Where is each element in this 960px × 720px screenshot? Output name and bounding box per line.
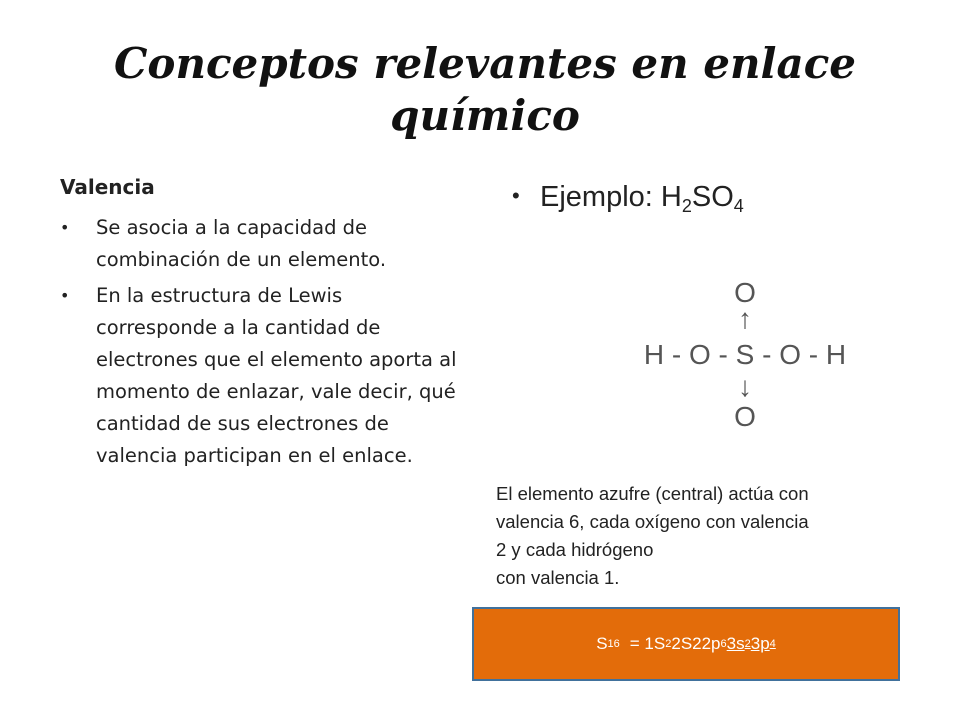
config-valence-part: 3p: [750, 634, 770, 653]
config-equals: = 1S: [629, 634, 666, 653]
description-line: 2 y cada hidrógeno: [496, 539, 654, 560]
formula-s: S: [691, 181, 712, 213]
valencia-bullet-list: [60, 212, 460, 472]
sulfur-description: [496, 480, 916, 592]
valencia-section: [60, 172, 460, 476]
lewis-top-oxygen: O: [734, 277, 756, 308]
description-line: con valencia 1.: [496, 567, 620, 588]
example-bullet: [512, 176, 744, 217]
bullet-icon: •: [60, 218, 70, 237]
slide-title: Conceptos relevantes en enlace químico: [114, 39, 856, 140]
up-arrow-icon: ↑: [738, 303, 752, 334]
lewis-structure: [632, 276, 872, 436]
formula-h: H: [660, 181, 682, 213]
lewis-structure-diagram: [632, 276, 872, 436]
bullet-text: En la estructura de Lewis corresponde a la cantidad de electrones que el elemento aporta al momento de enlazar, vale decir, qué cantidad de sus electrones de valencia participan en el enlace.: [96, 284, 457, 467]
formula-o: O: [711, 181, 734, 213]
bullet-icon: •: [60, 286, 70, 305]
down-arrow-icon: ↓: [738, 371, 752, 402]
bullet-text: Se asocia a la capacidad de combinación de un elemento.: [96, 216, 387, 271]
lewis-bottom-oxygen: O: [734, 401, 756, 432]
electron-configuration-box: S 16 = 1S 2 2S22p 6 3s 2 3p 4: [472, 607, 900, 681]
config-valence-part: 3s: [726, 634, 745, 653]
formula-h-subscript: 2: [681, 196, 692, 216]
config-part: 2S22p: [671, 634, 721, 653]
valencia-heading: Valencia: [60, 175, 155, 199]
description-line: valencia 6, cada oxígeno con valencia: [496, 511, 809, 532]
example-label: Ejemplo:: [540, 181, 661, 213]
list-item: [60, 280, 460, 472]
list-item: [60, 212, 460, 276]
config-symbol: S: [596, 634, 608, 653]
formula-o-subscript: 4: [733, 196, 744, 216]
bullet-icon: •: [512, 183, 520, 208]
formula: [660, 181, 744, 216]
description-line: El elemento azufre (central) actúa con: [496, 483, 809, 504]
lewis-chain: H - O - S - O - H: [643, 339, 847, 370]
